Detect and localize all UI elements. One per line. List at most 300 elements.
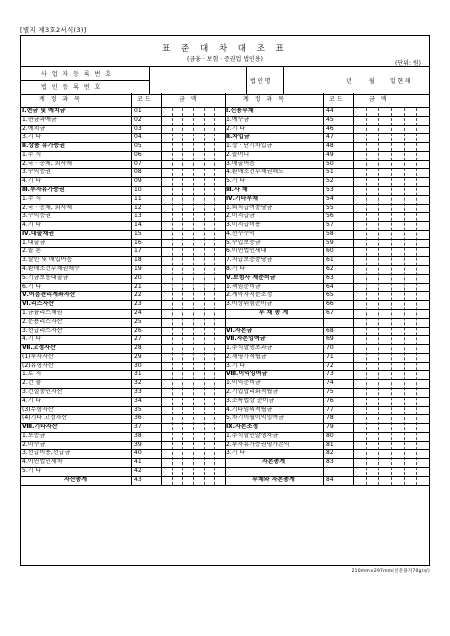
amount-cell[interactable] <box>162 309 224 318</box>
amount-cell[interactable] <box>162 283 224 292</box>
account-code: 82 <box>326 449 334 457</box>
account-name: 2.계약자지분조정 <box>226 291 273 299</box>
account-code: 75 <box>326 387 334 395</box>
table-row <box>21 300 225 309</box>
amount-cell[interactable] <box>162 353 224 362</box>
amount-cell[interactable] <box>162 177 224 186</box>
table-row <box>225 125 429 134</box>
amount-cell[interactable] <box>354 283 428 292</box>
account-name: 6.기 타 <box>22 282 42 290</box>
account-name: 2.미지급금 <box>226 212 255 220</box>
account-name: 4.기 타 <box>22 396 42 404</box>
account-name: 4.기 타 <box>22 177 42 185</box>
account-name: 5.기 타 <box>22 466 42 474</box>
table-row <box>21 467 225 476</box>
amount-cell[interactable] <box>162 168 224 177</box>
account-code: 54 <box>326 194 334 202</box>
account-name: 3.할인 및 매입어음 <box>22 256 73 264</box>
table-row <box>225 291 429 300</box>
table-row <box>225 247 429 256</box>
account-name: Ⅱ.차입금 <box>226 133 250 141</box>
table-row <box>225 186 429 195</box>
amount-cell[interactable] <box>162 133 224 142</box>
table-row <box>21 370 225 379</box>
account-name: Ⅶ.고정자산 <box>22 344 56 352</box>
balance-sheet-form <box>20 35 430 566</box>
amount-cell[interactable] <box>162 449 224 458</box>
account-name: Ⅳ.기타부채 <box>226 194 259 202</box>
table-row <box>225 414 429 423</box>
account-code: 53 <box>326 186 334 194</box>
amount-cell[interactable] <box>162 230 224 239</box>
table-row <box>225 309 429 318</box>
account-code: 15 <box>134 229 142 237</box>
account-code: 78 <box>326 414 334 422</box>
amount-cell[interactable] <box>162 476 224 485</box>
amount-cell[interactable] <box>354 204 428 213</box>
table-row <box>21 362 225 371</box>
account-name: 3.기 타 <box>226 449 246 457</box>
account-name: 부채와 자본총계 <box>252 475 295 483</box>
table-row <box>21 449 225 458</box>
account-code: 19 <box>134 265 142 273</box>
table-row <box>225 133 429 142</box>
account-name: 7.지급보증충당금 <box>226 256 273 264</box>
account-code: 64 <box>326 282 334 290</box>
account-code: 17 <box>134 247 142 255</box>
account-code: 67 <box>326 308 334 316</box>
account-code: 52 <box>326 177 334 185</box>
account-code: 83 <box>326 458 334 466</box>
account-code: 11 <box>134 194 142 202</box>
account-name: 3.수익증권 <box>22 168 51 176</box>
table-row <box>225 362 429 371</box>
account-code: 20 <box>134 273 142 281</box>
amount-cell[interactable] <box>354 107 428 116</box>
amount-cell[interactable] <box>162 195 224 204</box>
account-name: 3.조특법상 준비금 <box>226 396 275 404</box>
account-name: 4.환매조건부채권매도 <box>226 168 284 176</box>
table-row <box>21 414 225 423</box>
table-row <box>225 230 429 239</box>
table-row <box>21 212 225 221</box>
account-code: 35 <box>134 405 142 413</box>
account-name: 3.수익증권 <box>22 212 51 220</box>
amount-cell[interactable] <box>354 291 428 300</box>
table-row <box>225 195 429 204</box>
table-row <box>21 335 225 344</box>
account-code: 36 <box>134 414 142 422</box>
account-name: Ⅷ.기타자산 <box>22 423 58 431</box>
amount-cell[interactable] <box>354 414 428 423</box>
amount-cell[interactable] <box>354 274 428 283</box>
amount-cell[interactable] <box>354 335 428 344</box>
id-divider <box>21 80 149 81</box>
account-name: 2.기 타 <box>226 124 246 132</box>
table-row <box>225 151 429 160</box>
account-code: 23 <box>134 300 142 308</box>
account-header: 계 정 과 목 <box>243 96 286 103</box>
account-name: 1.장 · 단기차입금 <box>226 142 273 150</box>
account-code: 79 <box>326 423 334 431</box>
amount-cell[interactable] <box>354 142 428 151</box>
amount-cell[interactable] <box>354 256 428 265</box>
table-row <box>21 247 225 256</box>
table-row <box>225 221 429 230</box>
account-code: 21 <box>134 282 142 290</box>
account-name: 3.비상위험준비금 <box>226 300 273 308</box>
table-row <box>225 212 429 221</box>
unit-label: (단위: 원) <box>395 60 421 67</box>
account-name: 2.투자유가증권평가손익 <box>226 440 290 448</box>
account-name: 2.예치금 <box>22 124 46 132</box>
table-row <box>225 283 429 292</box>
account-name: Ⅲ.투자유가증권 <box>22 186 65 194</box>
amount-cell[interactable] <box>162 379 224 388</box>
account-header: 계 정 과 목 <box>39 96 82 103</box>
account-name: 3.기 타 <box>22 133 42 141</box>
account-name: Ⅰ.신용부채 <box>226 107 254 114</box>
amount-cell[interactable] <box>354 362 428 371</box>
table-row <box>21 441 225 450</box>
amount-cell[interactable] <box>162 388 224 397</box>
account-code: 60 <box>326 247 334 255</box>
account-name: 5.수입보증금 <box>226 238 261 246</box>
account-code: 04 <box>134 133 142 141</box>
account-name: Ⅴ.어음관리계좌자산 <box>22 291 76 299</box>
amount-cell[interactable] <box>162 239 224 248</box>
amount-cell[interactable] <box>354 195 428 204</box>
account-code: 39 <box>134 440 142 448</box>
account-code: 76 <box>326 396 334 404</box>
amount-cell[interactable] <box>354 318 428 327</box>
account-code: 10 <box>134 186 142 194</box>
account-name: 1.보증금 <box>22 431 46 439</box>
date-label <box>369 76 412 85</box>
account-code: 80 <box>326 431 334 439</box>
account-code: 38 <box>134 431 142 439</box>
amount-cell[interactable] <box>162 212 224 221</box>
amount-cell[interactable] <box>162 186 224 195</box>
table-row <box>225 432 429 441</box>
table-row <box>21 204 225 213</box>
account-name: 2.국 · 공채, 회사채 <box>22 159 73 167</box>
amount-cell[interactable] <box>162 441 224 450</box>
amount-cell[interactable] <box>354 125 428 134</box>
table-row <box>21 239 225 248</box>
table-row <box>225 335 429 344</box>
table-row <box>225 458 429 467</box>
account-name: 3.선급비용,선급금 <box>22 449 71 457</box>
amount-cell[interactable] <box>354 239 428 248</box>
account-name: 1.현금과예금 <box>22 115 57 123</box>
account-code: 09 <box>134 177 142 185</box>
table-row <box>21 151 225 160</box>
amount-cell[interactable] <box>162 125 224 134</box>
account-name: 2.건 물 <box>22 379 42 387</box>
account-code: 56 <box>326 212 334 220</box>
account-code: 71 <box>326 352 334 360</box>
amount-cell[interactable] <box>354 265 428 274</box>
amount-cell[interactable] <box>354 441 428 450</box>
amount-cell[interactable] <box>162 107 224 116</box>
amount-cell[interactable] <box>354 449 428 458</box>
account-code: 03 <box>134 124 142 132</box>
account-code: 33 <box>134 387 142 395</box>
table-row <box>225 476 429 485</box>
id-separator <box>283 67 284 94</box>
table-row <box>21 142 225 151</box>
account-name: Ⅵ.자본금 <box>226 326 253 334</box>
account-name: 4.기 타 <box>22 335 42 343</box>
account-code: 46 <box>326 124 334 132</box>
amount-cell[interactable] <box>162 467 224 476</box>
table-row <box>21 388 225 397</box>
table-row <box>225 353 429 362</box>
amount-cell[interactable] <box>162 116 224 125</box>
id-separator <box>149 67 150 94</box>
amount-cell[interactable] <box>162 344 224 353</box>
table-row <box>21 274 225 283</box>
code-header: 코드 <box>137 96 153 103</box>
account-name: Ⅷ.이익잉여금 <box>226 370 268 378</box>
amount-cell[interactable] <box>354 388 428 397</box>
account-code: 01 <box>134 107 142 114</box>
account-code: 43 <box>134 475 142 483</box>
amount-cell[interactable] <box>162 318 224 327</box>
account-code: 74 <box>326 379 334 387</box>
amount-cell[interactable] <box>162 370 224 379</box>
amount-cell[interactable] <box>354 379 428 388</box>
table-row <box>225 177 429 186</box>
account-name: 5.기 타 <box>226 177 246 185</box>
account-code: 16 <box>134 238 142 246</box>
account-code: 02 <box>134 115 142 123</box>
account-code: 70 <box>326 344 334 352</box>
table-row <box>21 379 225 388</box>
account-code: 30 <box>134 361 142 369</box>
amount-cell[interactable] <box>354 160 428 169</box>
account-name: 1.토 지 <box>22 370 42 378</box>
amount-cell[interactable] <box>354 300 428 309</box>
corp-reg-no-label: 법 인 등 록 번 호 <box>41 84 102 91</box>
account-name: 1.이익준비금 <box>226 379 261 387</box>
table-row <box>21 432 225 441</box>
account-name: 3.매출어음 <box>226 159 255 167</box>
amount-header: 금 액 <box>179 96 199 103</box>
account-name: Ⅴ.보험사 제준비금 <box>226 273 276 281</box>
account-name: 3.기 타 <box>226 361 246 369</box>
table-row <box>225 107 429 116</box>
table-row <box>21 353 225 362</box>
amount-cell[interactable] <box>354 133 428 142</box>
account-name: 4.기 타 <box>22 221 42 229</box>
account-table <box>21 93 429 485</box>
table-row <box>225 239 429 248</box>
account-code: 32 <box>134 379 142 387</box>
account-code: 48 <box>326 142 334 150</box>
identification-rows <box>21 67 429 95</box>
account-name: 2.기업합리화적립금 <box>226 387 279 395</box>
left-header <box>21 93 225 107</box>
amount-cell[interactable] <box>354 476 428 485</box>
table-row <box>225 318 429 327</box>
table-row <box>225 344 429 353</box>
amount-cell[interactable] <box>162 142 224 151</box>
account-code: 28 <box>134 344 142 352</box>
amount-cell[interactable] <box>162 335 224 344</box>
row-divider <box>225 485 429 486</box>
account-name: Ⅱ.상품 유가증권 <box>22 142 66 150</box>
account-name: Ⅵ.리스자산 <box>22 300 55 308</box>
table-row <box>21 221 225 230</box>
table-row <box>21 283 225 292</box>
amount-cell[interactable] <box>162 160 224 169</box>
amount-cell[interactable] <box>354 432 428 441</box>
paper-size-footnote: 210mm×297mm(신문용지70g/㎡) <box>351 569 430 574</box>
form-id: [별지 제3호2서식(3)] <box>20 26 87 34</box>
table-row <box>21 107 225 116</box>
ymd-label: 일현재 <box>389 78 412 85</box>
account-name: 2.재평가적립금 <box>226 352 267 360</box>
account-name: (1)투자자산 <box>22 352 54 360</box>
account-code: 27 <box>134 335 142 343</box>
account-name: 1.금융리스채권 <box>22 308 63 316</box>
amount-cell[interactable] <box>354 397 428 406</box>
table-row <box>21 397 225 406</box>
account-name: 1.예수금 <box>226 115 250 123</box>
amount-cell[interactable] <box>354 309 428 318</box>
amount-cell[interactable] <box>354 151 428 160</box>
amount-cell[interactable] <box>162 397 224 406</box>
account-code: 31 <box>134 370 142 378</box>
table-row <box>225 204 429 213</box>
amount-cell[interactable] <box>354 186 428 195</box>
table-row <box>21 116 225 125</box>
account-code: 07 <box>134 159 142 167</box>
amount-cell[interactable] <box>354 344 428 353</box>
account-name: (2)유형자산 <box>22 361 54 369</box>
account-name: 1.대출금 <box>22 238 46 246</box>
table-row <box>225 116 429 125</box>
account-code: 51 <box>326 168 334 176</box>
table-row <box>21 476 225 485</box>
table-row <box>225 274 429 283</box>
account-name: 4.환매조건부채권매수 <box>22 265 80 273</box>
amount-cell[interactable] <box>354 467 428 476</box>
account-code: 58 <box>326 229 334 237</box>
account-code: 61 <box>326 256 334 264</box>
account-name: 5.차기이월이익잉여금 <box>226 414 284 422</box>
table-row <box>21 291 225 300</box>
table-row <box>21 125 225 134</box>
amount-cell[interactable] <box>162 423 224 432</box>
amount-cell[interactable] <box>162 151 224 160</box>
table-row <box>21 423 225 432</box>
amount-cell[interactable] <box>162 247 224 256</box>
account-name: 2.미수금 <box>22 440 46 448</box>
amount-cell[interactable] <box>162 362 224 371</box>
amount-cell[interactable] <box>354 406 428 415</box>
table-row <box>225 300 429 309</box>
amount-cell[interactable] <box>162 432 224 441</box>
table-row <box>225 397 429 406</box>
amount-cell[interactable] <box>162 291 224 300</box>
account-code: 77 <box>326 405 334 413</box>
table-row <box>225 142 429 151</box>
table-row <box>225 370 429 379</box>
amount-cell[interactable] <box>354 212 428 221</box>
account-code: 81 <box>326 440 334 448</box>
account-name: Ⅸ.자본조정 <box>226 423 259 431</box>
amount-cell[interactable] <box>162 327 224 336</box>
account-name: 2.국 · 공채, 회사채 <box>22 203 73 211</box>
month-label: 월 <box>369 78 377 85</box>
account-name: 자산총계 <box>63 475 88 483</box>
account-name: 자본총계 <box>261 458 286 466</box>
account-code: 50 <box>326 159 334 167</box>
amount-cell[interactable] <box>354 458 428 467</box>
account-name: 2.운용리스자산 <box>22 317 63 325</box>
table-row <box>225 327 429 336</box>
amount-cell[interactable] <box>162 274 224 283</box>
account-name: Ⅶ.자본잉여금 <box>226 335 266 343</box>
amount-cell[interactable] <box>354 177 428 186</box>
amount-cell[interactable] <box>354 230 428 239</box>
row-divider <box>21 485 225 486</box>
table-row <box>21 318 225 327</box>
amount-cell[interactable] <box>354 116 428 125</box>
amount-cell[interactable] <box>162 458 224 467</box>
amount-cell[interactable] <box>354 168 428 177</box>
biz-reg-no-label: 사 업 자 등 록 번 호 <box>41 71 113 78</box>
table-row <box>21 327 225 336</box>
table-row <box>225 388 429 397</box>
account-code: 12 <box>134 203 142 211</box>
amount-cell[interactable] <box>354 423 428 432</box>
amount-cell[interactable] <box>162 204 224 213</box>
account-code: 47 <box>326 133 334 141</box>
amount-cell[interactable] <box>162 256 224 265</box>
amount-cell[interactable] <box>162 406 224 415</box>
table-row <box>21 186 225 195</box>
account-name: 6.이연법인세대 <box>226 247 267 255</box>
amount-cell[interactable] <box>354 247 428 256</box>
account-code: 68 <box>326 326 334 334</box>
id-separator <box>246 67 247 94</box>
table-row <box>225 467 429 476</box>
amount-cell[interactable] <box>354 353 428 362</box>
account-code: 18 <box>134 256 142 264</box>
amount-cell[interactable] <box>354 370 428 379</box>
account-code: 72 <box>326 361 334 369</box>
account-name: 1.주 식 <box>22 150 42 158</box>
account-code: 22 <box>134 291 142 299</box>
account-code: 42 <box>134 466 142 474</box>
amount-cell[interactable] <box>162 300 224 309</box>
account-code: 44 <box>326 107 334 114</box>
account-name: Ⅰ.현금 및 예치금 <box>22 107 66 114</box>
amount-cell[interactable] <box>162 265 224 274</box>
amount-cell[interactable] <box>354 327 428 336</box>
account-name: 2.콜머니 <box>226 150 250 158</box>
table-row <box>21 458 225 467</box>
amount-cell[interactable] <box>162 221 224 230</box>
account-name: 1.주 식 <box>22 194 42 202</box>
amount-cell[interactable] <box>162 414 224 423</box>
amount-cell[interactable] <box>354 221 428 230</box>
account-name: 3.건설중인자산 <box>22 387 63 395</box>
